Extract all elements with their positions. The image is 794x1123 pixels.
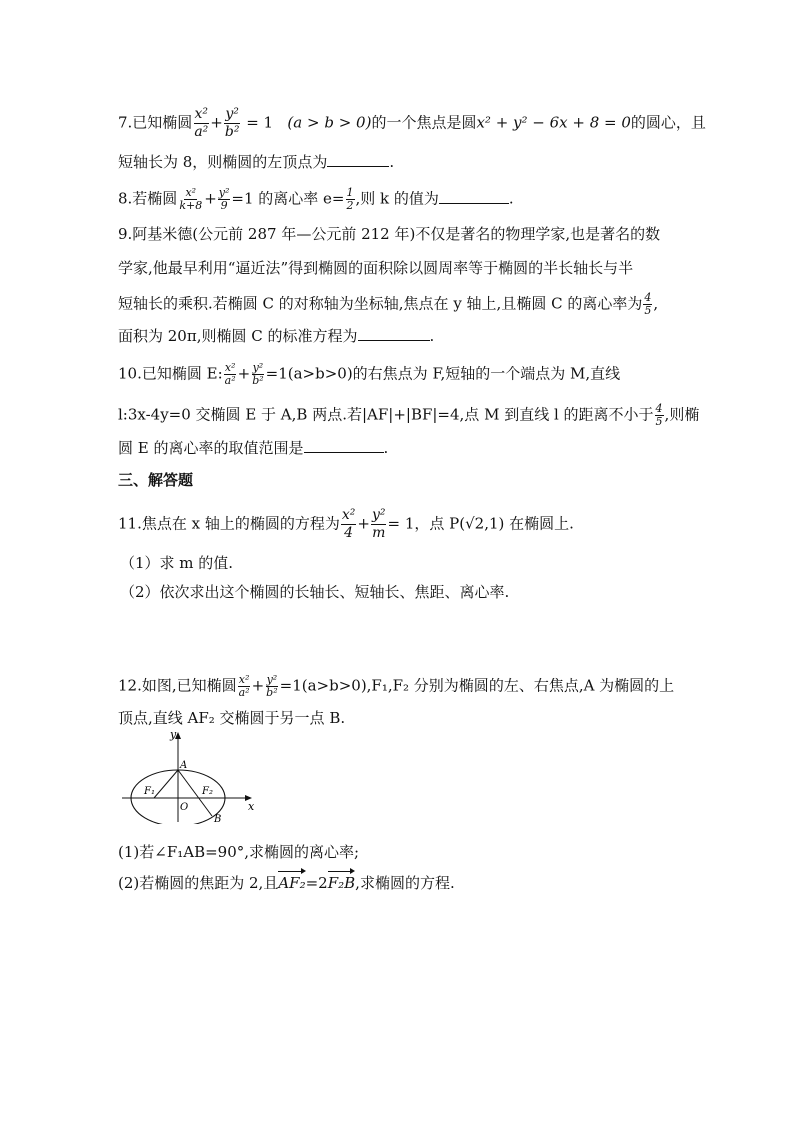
section-heading: 三、解答题 [118,471,194,489]
q11-eq: = 1 [387,514,415,533]
q11-line1 [118,507,574,542]
point-B-label: B [214,814,222,824]
q10-frac-x-num: x² [224,361,236,374]
q12-plus: + [251,676,265,695]
q9-line4 [118,326,434,346]
q10-frac-y-den: b² [252,374,264,387]
q10-prefix: 10.已知椭圆 E: [118,364,223,383]
q8-frac-e-den: 2 [346,199,354,212]
q8-prefix: 8.若椭圆 [118,189,178,208]
y-label: y [170,728,177,741]
origin-label: O [180,802,189,813]
q9-line3-text: 短轴长的乘积.若椭圆 C 的对称轴为坐标轴,焦点在 y 轴上,且椭圆 C 的离心率为 [118,294,643,313]
q7-frac-y [224,106,241,141]
q12-frac-y [265,674,278,699]
q12-line1 [118,674,674,699]
q10-frac-y [251,362,264,387]
q8-frac-x [178,187,203,212]
q10-frac-x-den: a² [224,374,236,387]
q10-text1: =1(a>b>0)的右焦点为 F,短轴的一个端点为 M,直线 [265,364,621,383]
q9-line1: 9.阿基米德(公元前 287 年—公元前 212 年)不仅是著名的物理学家,也是著名的数 [118,225,661,243]
q7-line2-text: 短轴长为 8，则椭圆的左顶点为 [118,153,328,171]
q8-end: . [508,189,514,208]
q12-line2: 顶点,直线 AF₂ 交椭圆于另一点 B. [118,709,346,727]
q12-frac-y-den: b² [266,686,278,699]
q12-sub2-b: =2 [305,874,328,892]
q10-frac-d [655,403,664,428]
q9-frac-e [643,292,652,317]
q11-frac-y [371,507,387,542]
q12-frac-x-den: a² [238,686,250,699]
q9-line4-text: 面积为 20π,则椭圆 C 的标准方程为 [118,327,358,345]
vector-AF2: AF₂ [278,874,306,892]
q11-frac-x [341,507,357,542]
x-label: x [248,800,255,813]
q7-end: . [389,153,395,171]
q11-frac-x-den: 4 [344,525,354,541]
q11-frac-y-den: m [372,525,386,541]
q11-frac-y-num: y² [371,507,386,523]
q7-text2: 的圆心，且 [630,113,706,132]
q12-prefix: 12.如图,已知椭圆 [118,676,237,695]
F2-label: F₂ [202,786,213,797]
q8-frac-y-num: y² [218,186,230,199]
q8-frac-e [346,187,355,212]
q11-frac-x-num: x² [341,507,356,523]
q7-cond: (a > b > 0) [287,113,372,132]
q7-frac-x-num: x² [194,106,209,122]
q8-frac-e-num: 1 [346,186,354,199]
q10-line1 [118,362,620,387]
vector-F2B: F₂B [327,874,356,892]
q10-end: . [383,439,389,457]
q10-frac-d-den: 5 [655,415,663,428]
line-F1A [154,770,178,798]
q9-line2: 学家,他最早利用“逼近法”得到椭圆的面积除以圆周率等于椭圆的半长轴长与半 [118,259,634,277]
q12-frac-y-num: y² [266,673,278,686]
q9-frac-e-den: 5 [644,304,652,317]
q9-line3 [118,292,658,317]
q12-frac-x [238,674,251,699]
q7-line1 [118,106,706,141]
q12-sub2-a: (2)若椭圆的焦距为 2,且 [118,874,279,892]
q12-sub2 [118,873,455,893]
q8-frac-x-den: k+8 [179,199,203,212]
q7-circle: x² + y² − 6x + 8 = 0 [476,113,631,132]
q8-answer-blank[interactable] [439,189,509,204]
q8-line [118,187,514,212]
q7-frac-y-num: y² [225,106,239,122]
q8-text1: =1 的离心率 e= [231,189,345,208]
q7-frac-x-den: a² [194,124,209,140]
q10-line2 [118,403,699,428]
q10-line2-end: ,则椭 [664,405,700,424]
q10-frac-x [224,362,237,387]
q11-sub2: （2）依次求出这个椭圆的长轴长、短轴长、焦距、离心率. [120,583,510,601]
q10-line3-text: 圆 E 的离心率的取值范围是 [118,439,304,457]
F1-label: F₁ [144,786,155,797]
q8-plus: + [204,189,217,208]
point-A-label: A [180,760,188,771]
q7-eq: = 1 [246,113,274,132]
q8-frac-y [218,187,231,212]
q10-line3 [118,438,388,458]
q11-sub1: （1）求 m 的值. [120,554,234,572]
q7-text1: 的一个焦点是圆 [371,113,477,132]
q9-answer-blank[interactable] [358,326,430,341]
q11-prefix: 11.焦点在 x 轴上的椭圆的方程为 [118,514,340,533]
q11-text1: ，点 P(√2,1) 在椭圆上. [414,514,574,533]
q12-sub2-c: ,求椭圆的方程. [355,874,455,892]
q7-line2 [118,152,394,172]
q7-prefix: 7.已知椭圆 [118,113,193,132]
q8-text2: ,则 k 的值为 [355,189,439,208]
q12-sub1: (1)若∠F₁AB=90°,求椭圆的离心率; [118,843,360,861]
q7-frac-y-den: b² [224,124,240,140]
q10-line2-text: l:3x-4y=0 交椭圆 E 于 A,B 两点.若|AF|+|BF|=4,点 M 到直线 l 的距离不小于 [118,405,654,424]
q9-frac-e-num: 4 [644,291,652,304]
q10-plus: + [237,364,251,383]
q10-answer-blank[interactable] [304,438,384,453]
q7-answer-blank[interactable] [327,152,389,167]
q7-frac-x [193,106,209,141]
q8-frac-y-den: 9 [220,199,228,212]
q8-frac-x-num: x² [185,186,197,199]
q12-text1: =1(a>b>0),F₁,F₂ 分别为椭圆的左、右焦点,A 为椭圆的上 [279,676,675,695]
ellipse-figure [118,728,258,824]
q10-frac-y-num: y² [252,361,264,374]
q9-line3-end: , [653,294,659,313]
q7-plus: + [210,113,223,132]
q12-frac-x-num: x² [238,673,250,686]
q9-end: . [429,327,435,345]
q10-frac-d-num: 4 [655,402,663,415]
q11-plus: + [357,514,370,533]
